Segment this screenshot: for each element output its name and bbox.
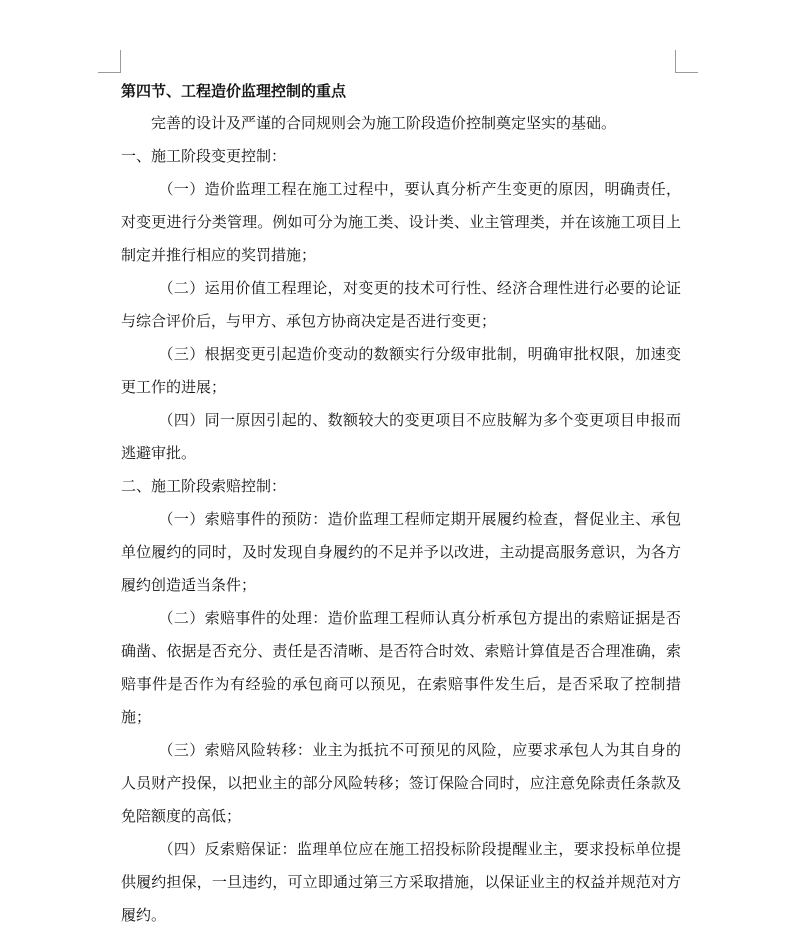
list-item: （二）索赔事件的处理：造价监理工程师认真分析承包方提出的索赔证据是否确凿、依据是否充分、责任是否清晰、是否符合时效、索赔计算值是否合理准确，索赔事件是否作为有经验的承包商可以预见，在索赔事件发生后，是否采取了控制措施； (121, 609, 681, 726)
subsection-title-change-control: 一、施工阶段变更控制： (121, 147, 287, 165)
list-item: （三）根据变更引起造价变动的数额实行分级审批制，明确审批权限，加速变 更工作的进展； (121, 345, 697, 396)
margin-corner-mark-top-right (675, 50, 698, 73)
section-heading: 第四节、工程造价监理控制的重点 (121, 82, 347, 100)
document-body[interactable] (121, 77, 697, 932)
intro-paragraph: 完善的设计及严谨的合同规则会为施工阶段造价控制奠定坚实的基础。 (151, 114, 617, 132)
list-item: （一）造价监理工程在施工过程中，要认真分析产生变更的原因，明确责任，对变更进行分类管理。例如可分为施工类、设计类、业主管理类，并在该施工项目上制定并推行相应的奖罚措施； (121, 180, 681, 264)
list-item: （三）索赔风险转移：业主为抵抗不可预见的风险，应要求承包人为其自身的人员财产投保，以把业主的部分风险转移；签订保险合同时，应注意免除责任条款及免陪额度的高低； (121, 741, 681, 825)
list-item: （四）同一原因引起的、数额较大的变更项目不应肢解为多个变更项目申报而逃避审批。 (121, 411, 681, 462)
list-item: （四）反索赔保证：监理单位应在施工招投标阶段提醒业主，要求投标单位提供履约担保，一旦违约，可立即通过第三方采取措施，以保证业主的权益并规范对方履约。 (121, 840, 681, 924)
list-item: （二）运用价值工程理论，对变更的技术可行性、经济合理性进行必要的论证与综合评价后，与甲方、承包方协商决定是否进行变更； (121, 279, 681, 330)
list-item: （一）索赔事件的预防：造价监理工程师定期开展履约检查，督促业主、承包单位履约的同时，及时发现自身履约的不足并予以改进，主动提高服务意识，为各方履约创造适当条件； (121, 510, 681, 594)
subsection-title-claim-control: 二、施工阶段索赔控制： (121, 477, 287, 495)
margin-corner-mark-top-left (98, 50, 121, 73)
